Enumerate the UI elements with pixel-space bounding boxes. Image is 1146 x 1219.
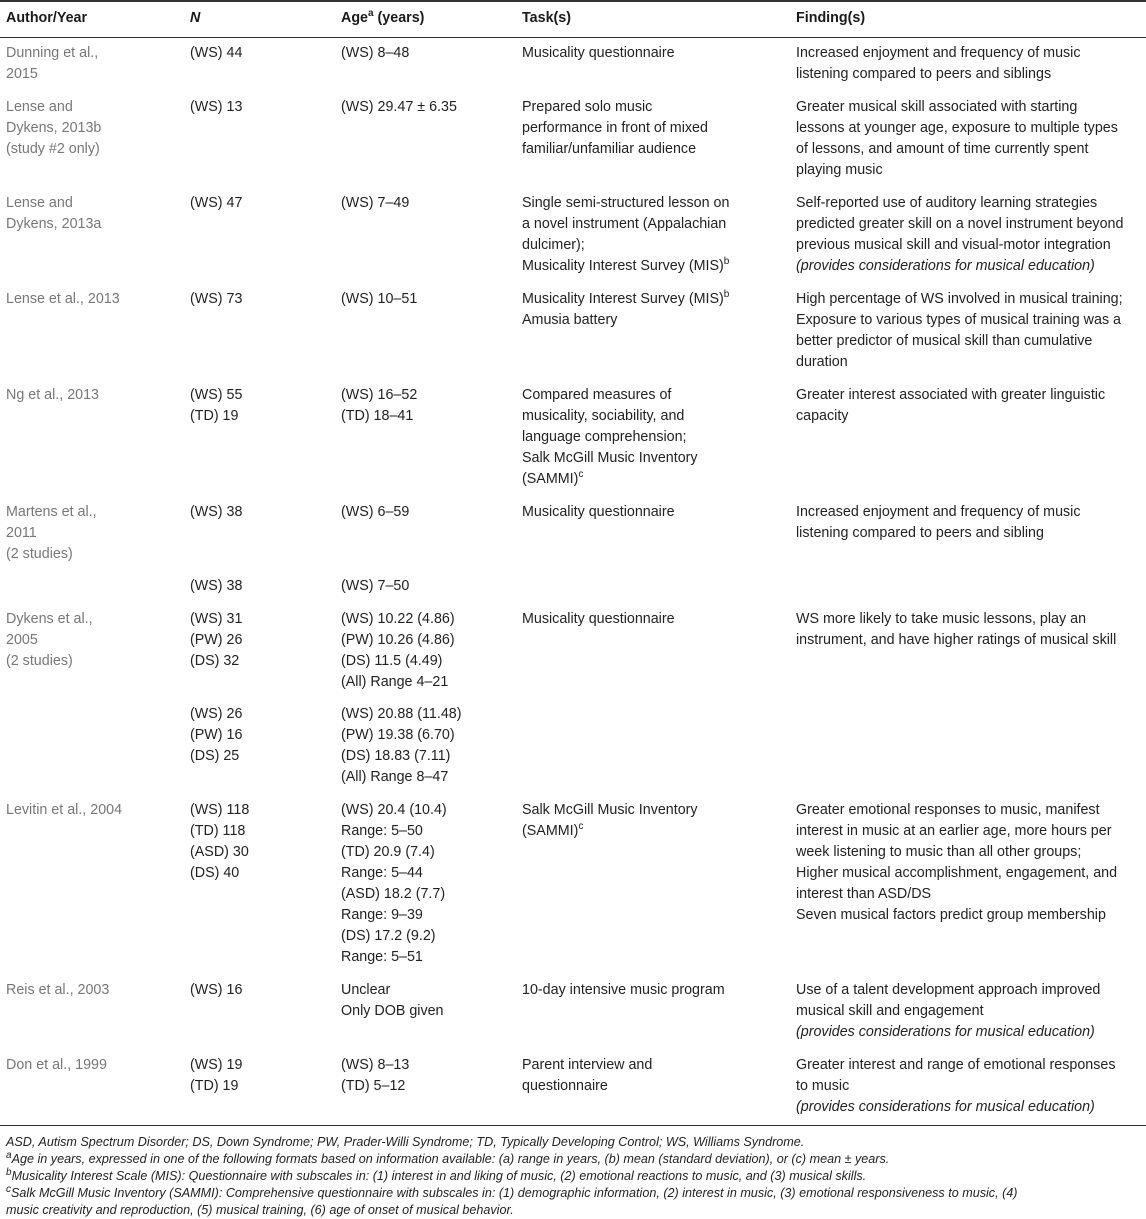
cell-age-line: Unclear (341, 982, 391, 998)
cell-n-line: (TD) 19 (190, 408, 239, 424)
cell-age-line: (WS) 29.47 ± 6.35 (341, 99, 457, 115)
cell-age-line: (DS) 11.5 (4.49) (341, 653, 443, 669)
cell-age (335, 572, 516, 604)
cell-n-line: (WS) 26 (190, 706, 243, 722)
cell-age-line: (WS) 16–52 (341, 387, 418, 403)
header-author: Author/Year (0, 1, 184, 38)
footnote-b: $^b$Musicality Interest Scale (MIS): Questionnaire with subscales in: (1) interest in and liking of music, (2) emotional reactions to music, and (3) musical skills. (6, 1166, 867, 1183)
cell-author-line: Don et al., 1999 (6, 1057, 107, 1073)
cell-age (335, 497, 516, 572)
table-row (0, 975, 1146, 1050)
cell-finding-line: instrument, and have higher ratings of musical skill (796, 632, 1117, 648)
cell-n-line: (WS) 31 (190, 611, 243, 627)
cell-age-line: (TD) 20.9 (7.4) (341, 844, 435, 860)
cell-finding-line: listening compared to peers and sibling (796, 525, 1044, 541)
cell-finding-line: WS more likely to take music lessons, play an (796, 611, 1087, 627)
cell-task (516, 284, 790, 380)
cell-author-line: Lense and (6, 195, 73, 211)
cell-task-line: Musicality Interest Survey (MIS)$^b$ (522, 256, 730, 274)
cell-age-line: (WS) 10.22 (4.86) (341, 611, 455, 627)
cell-finding-line: playing music (796, 162, 883, 178)
cell-task (516, 572, 790, 604)
cell-task (516, 497, 790, 572)
cell-finding-line: Use of a talent development approach improved (796, 982, 1101, 998)
cell-age-line: (WS) 8–48 (341, 45, 410, 61)
cell-finding (790, 572, 1146, 604)
cell-task-line: language comprehension; (522, 429, 687, 445)
footnote-a: $^a$Age in years, expressed in one of the following formats based on information available: (a) range in years, (b) mean (standard deviation), or (c) mean ± years. (6, 1149, 890, 1166)
cell-age (335, 92, 516, 188)
cell-task-line: 10-day intensive music program (522, 982, 725, 998)
cell-age-line: Range: 5–51 (341, 949, 423, 965)
cell-author (0, 604, 184, 700)
cell-task (516, 92, 790, 188)
cell-n (184, 188, 335, 284)
cell-task-line: performance in front of mixed (522, 120, 708, 136)
cell-age-line: (WS) 6–59 (341, 504, 410, 520)
cell-finding-line: duration (796, 354, 848, 370)
cell-author-line: Ng et al., 2013 (6, 387, 99, 403)
table-row (0, 380, 1146, 497)
cell-n-line: (DS) 40 (190, 865, 240, 881)
footnote-abbreviations: ASD, Autism Spectrum Disorder; DS, Down Syndrome; PW, Prader-Willi Syndrome; TD, Typically Developing Control; WS, Williams Syndrome. (6, 1135, 805, 1149)
cell-age-line: (WS) 7–50 (341, 578, 410, 594)
cell-age (335, 604, 516, 700)
cell-author (0, 38, 184, 93)
cell-finding (790, 380, 1146, 497)
cell-finding (790, 92, 1146, 188)
cell-finding (790, 188, 1146, 284)
cell-task-line: Musicality questionnaire (522, 45, 675, 61)
cell-age (335, 188, 516, 284)
table-row (0, 92, 1146, 188)
cell-author (0, 975, 184, 1050)
header-age: Age$^a$ (years) (335, 1, 516, 38)
cell-finding-line: Self-reported use of auditory learning strategies (796, 195, 1098, 211)
cell-age-line: (WS) 20.4 (10.4) (341, 802, 447, 818)
cell-task (516, 1050, 790, 1125)
cell-n-line: (TD) 19 (190, 1078, 239, 1094)
cell-n-line: (WS) 118 (190, 802, 250, 818)
cell-age-line: Range: 5–44 (341, 865, 423, 881)
cell-age-line: (All) Range 4–21 (341, 674, 449, 690)
cell-finding-line: previous musical skill and visual-motor integration (796, 237, 1111, 253)
cell-author-line: Lense et al., 2013 (6, 291, 120, 307)
cell-task (516, 795, 790, 975)
cell-age-line: (ASD) 18.2 (7.7) (341, 886, 446, 902)
cell-age (335, 38, 516, 93)
cell-task-line: Musicality questionnaire (522, 504, 675, 520)
cell-finding-line: to music (796, 1078, 850, 1094)
table-footnotes (0, 1125, 1146, 1219)
cell-finding-line: lessons at younger age, exposure to multiple types (796, 120, 1118, 136)
cell-finding-line: predicted greater skill on a novel instrument beyond (796, 216, 1124, 232)
cell-finding (790, 1050, 1146, 1125)
cell-finding-line: Greater interest and range of emotional responses (796, 1057, 1116, 1073)
cell-age-line: (All) Range 8–47 (341, 769, 449, 785)
cell-finding-line: interest in music at an earlier age, more hours per (796, 823, 1112, 839)
cell-n (184, 604, 335, 700)
cell-task-line: Compared measures of (522, 387, 672, 403)
header-findings: Finding(s) (790, 1, 1146, 38)
cell-author (0, 572, 184, 604)
table-row (0, 188, 1146, 284)
cell-task-line: familiar/unfamiliar audience (522, 141, 697, 157)
cell-finding (790, 38, 1146, 93)
cell-finding-line: week listening to music than all other groups; (796, 844, 1082, 860)
cell-n (184, 795, 335, 975)
cell-n (184, 284, 335, 380)
cell-finding (790, 497, 1146, 572)
cell-age-line: (DS) 17.2 (9.2) (341, 928, 436, 944)
cell-n-line: (WS) 44 (190, 45, 243, 61)
cell-task (516, 380, 790, 497)
cell-finding (790, 700, 1146, 795)
cell-finding-line: of lessons, and amount of time currently spent (796, 141, 1089, 157)
cell-finding-note: (provides considerations for musical education) (796, 258, 1095, 274)
cell-task (516, 188, 790, 284)
cell-task-line: Single semi-structured lesson on (522, 195, 730, 211)
cell-author (0, 188, 184, 284)
cell-finding (790, 795, 1146, 975)
cell-age (335, 1050, 516, 1125)
cell-finding-line: Seven musical factors predict group membership (796, 907, 1106, 923)
cell-author-line: (2 studies) (6, 653, 73, 669)
cell-task-line: Salk McGill Music Inventory (522, 450, 698, 466)
cell-author-line: 2011 (6, 525, 37, 541)
cell-task-line: dulcimer); (522, 237, 585, 253)
cell-n (184, 572, 335, 604)
cell-age (335, 795, 516, 975)
cell-finding-line: better predictor of musical skill than cumulative (796, 333, 1093, 349)
cell-age (335, 975, 516, 1050)
cell-task-line: Prepared solo music (522, 99, 653, 115)
cell-task-line: Salk McGill Music Inventory (522, 802, 698, 818)
header-row (0, 1, 1146, 38)
footnote-c: $^c$Salk McGill Music Inventory (SAMMI): Comprehensive questionnaire with subscales in: (1) demographic information, (2) interest in music, (3) emotional responsiveness to music, (4) music creativity and reproduction, (5) musical training, (6) age of onset of musical behavior. (6, 1183, 1018, 1217)
cell-author-line: Dykens, 2013b (6, 120, 102, 136)
cell-finding-line: interest than ASD/DS (796, 886, 932, 902)
table-row (0, 38, 1146, 93)
cell-n-line: (PW) 16 (190, 727, 243, 743)
cell-task-line: (SAMMI)$^c$ (522, 821, 584, 839)
table-row (0, 604, 1146, 700)
cell-finding (790, 284, 1146, 380)
table-row (0, 1050, 1146, 1125)
cell-author (0, 380, 184, 497)
cell-n-line: (WS) 55 (190, 387, 243, 403)
cell-age-line: (DS) 18.83 (7.11) (341, 748, 451, 764)
table-row (0, 284, 1146, 380)
cell-age (335, 700, 516, 795)
cell-n (184, 1050, 335, 1125)
cell-author (0, 795, 184, 975)
cell-task-line: questionnaire (522, 1078, 608, 1094)
cell-age-line: (WS) 7–49 (341, 195, 410, 211)
cell-age-line: (PW) 10.26 (4.86) (341, 632, 455, 648)
cell-n-line: (ASD) 30 (190, 844, 249, 860)
cell-age (335, 380, 516, 497)
cell-age-line: (TD) 5–12 (341, 1078, 406, 1094)
cell-age-line: (PW) 19.38 (6.70) (341, 727, 455, 743)
cell-task (516, 700, 790, 795)
cell-author-line: Reis et al., 2003 (6, 982, 110, 998)
cell-n-line: (WS) 47 (190, 195, 243, 211)
cell-n-line: (WS) 73 (190, 291, 243, 307)
cell-n-line: (WS) 13 (190, 99, 243, 115)
cell-author-line: Dykens, 2013a (6, 216, 102, 232)
cell-author-line: (study #2 only) (6, 141, 100, 157)
cell-finding-line: Increased enjoyment and frequency of music (796, 504, 1081, 520)
cell-task-line: Musicality questionnaire (522, 611, 675, 627)
cell-age (335, 284, 516, 380)
cell-age-line: (WS) 8–13 (341, 1057, 410, 1073)
cell-author-line: Martens et al., (6, 504, 97, 520)
cell-age-line: Only DOB given (341, 1003, 444, 1019)
cell-task-line: musicality, sociability, and (522, 408, 685, 424)
cell-n-line: (WS) 16 (190, 982, 243, 998)
cell-n-line: (WS) 38 (190, 578, 243, 594)
cell-author (0, 497, 184, 572)
cell-n (184, 38, 335, 93)
cell-task-line: (SAMMI)$^c$ (522, 469, 584, 487)
cell-author-line: (2 studies) (6, 546, 73, 562)
table-body (0, 38, 1146, 1126)
cell-finding-line: Exposure to various types of musical training was a (796, 312, 1122, 328)
cell-n-line: (PW) 26 (190, 632, 243, 648)
cell-author-line: Levitin et al., 2004 (6, 802, 123, 818)
cell-author-line: Lense and (6, 99, 73, 115)
cell-age-line: (WS) 20.88 (11.48) (341, 706, 462, 722)
cell-n-line: (WS) 38 (190, 504, 243, 520)
cell-finding-line: Greater emotional responses to music, manifest (796, 802, 1100, 818)
cell-author-line: Dunning et al., (6, 45, 99, 61)
cell-n (184, 700, 335, 795)
header-tasks: Task(s) (516, 1, 790, 38)
cell-author (0, 1050, 184, 1125)
cell-finding-line: Higher musical accomplishment, engagement, and (796, 865, 1118, 881)
cell-author (0, 92, 184, 188)
cell-finding-line: Greater musical skill associated with starting (796, 99, 1078, 115)
cell-finding-line: musical skill and engagement (796, 1003, 984, 1019)
cell-finding (790, 975, 1146, 1050)
cell-age-line: (TD) 18–41 (341, 408, 414, 424)
cell-finding-line: High percentage of WS involved in musical training; (796, 291, 1123, 307)
cell-age-line: (WS) 10–51 (341, 291, 418, 307)
cell-finding-note: (provides considerations for musical education) (796, 1024, 1095, 1040)
cell-author (0, 700, 184, 795)
cell-task-line: a novel instrument (Appalachian (522, 216, 727, 232)
cell-task (516, 38, 790, 93)
cell-author-line: 2015 (6, 66, 38, 82)
cell-finding-line: capacity (796, 408, 849, 424)
cell-n-line: (WS) 19 (190, 1057, 243, 1073)
cell-age-line: Range: 9–39 (341, 907, 423, 923)
header-n: N (184, 1, 335, 38)
cell-age-line: Range: 5–50 (341, 823, 423, 839)
cell-task-line: Parent interview and (522, 1057, 653, 1073)
cell-finding-note: (provides considerations for musical education) (796, 1099, 1095, 1115)
cell-finding-line: Greater interest associated with greater linguistic (796, 387, 1106, 403)
cell-n (184, 92, 335, 188)
cell-finding (790, 604, 1146, 700)
cell-n-line: (DS) 32 (190, 653, 240, 669)
cell-task-line: Amusia battery (522, 312, 618, 328)
table-row (0, 572, 1146, 604)
table-row (0, 497, 1146, 572)
cell-finding-line: Increased enjoyment and frequency of music (796, 45, 1081, 61)
cell-n-line: (TD) 118 (190, 823, 246, 839)
cell-task-line: Musicality Interest Survey (MIS)$^b$ (522, 289, 730, 307)
cell-n (184, 975, 335, 1050)
table-row (0, 700, 1146, 795)
cell-task (516, 604, 790, 700)
cell-n (184, 380, 335, 497)
cell-author (0, 284, 184, 380)
cell-author-line: 2005 (6, 632, 38, 648)
cell-author-line: Dykens et al., (6, 611, 93, 627)
cell-n-line: (DS) 25 (190, 748, 240, 764)
cell-finding-line: listening compared to peers and siblings (796, 66, 1052, 82)
table-row (0, 795, 1146, 975)
cell-n (184, 497, 335, 572)
cell-task (516, 975, 790, 1050)
